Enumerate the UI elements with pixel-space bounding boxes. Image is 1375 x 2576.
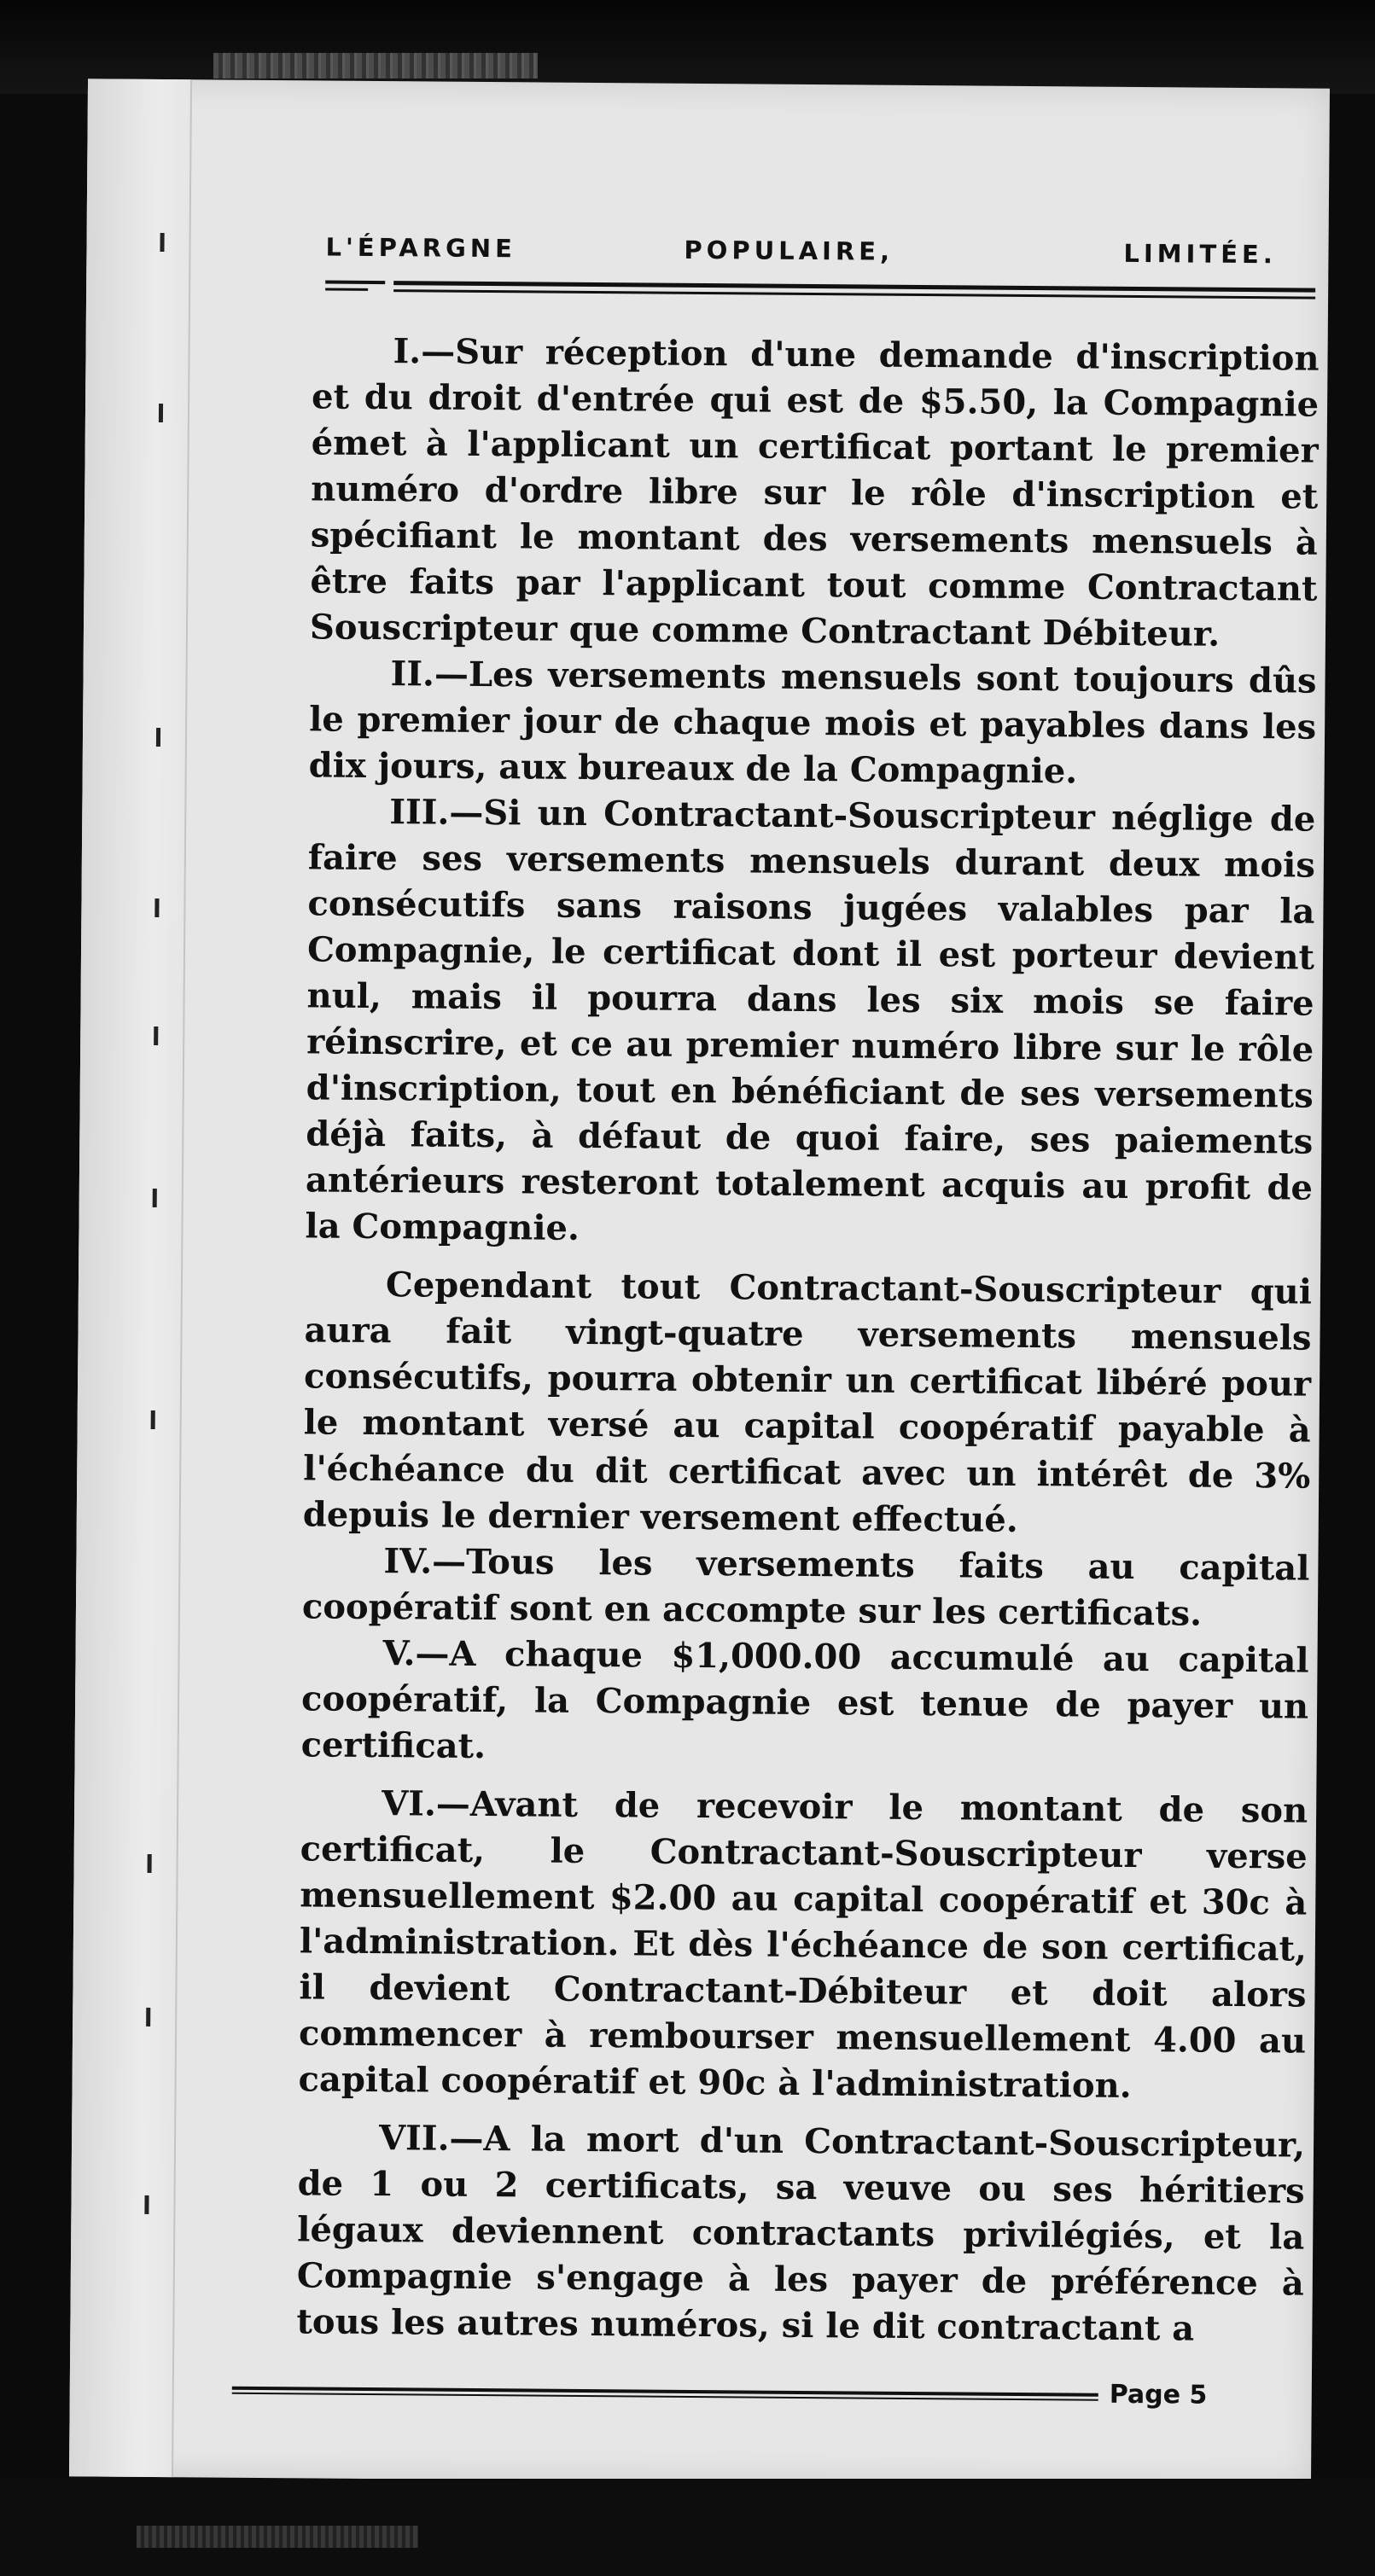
article-ii: II.—Les versements mensuels sont toujours dûs le premier jour de chaque mois et payables dans les dix jours, aux bureaux de la Compagnie. xyxy=(308,654,1317,792)
binding-mark xyxy=(154,898,159,917)
article-vi: VI.—Avant de recevoir le montant de son certificat, le Contractant-Souscripteur verse mensuellement $2.00 au capital coopératif et 30c à l'administration. Et dès l'échéance de son certificat, il devient Contractant-Débiteur et doit alors commencer à rembourser mensuellement 4.00 au capital coopératif et 90c à l'administration. xyxy=(298,1783,1308,2107)
binding-mark xyxy=(151,1410,155,1429)
body-text xyxy=(296,328,1320,2352)
document-page xyxy=(69,79,1330,2486)
binding-mark xyxy=(154,1026,158,1045)
microfilm-strip xyxy=(213,53,538,79)
binding-mark xyxy=(156,728,160,747)
article-iv: IV.—Tous les versements faits au capital coopératif sont en accompte sur les certificats. xyxy=(301,1541,1310,1634)
header-left: L'ÉPARGNE xyxy=(325,232,517,264)
rule-segment xyxy=(325,281,385,285)
binding-mark xyxy=(153,1189,157,1207)
rule-segment xyxy=(325,288,368,291)
microfilm-strip xyxy=(137,2526,418,2548)
article-iii-continued: Cependant tout Contractant-Souscripteur qui aura fait vingt-quatre versements mensuels consécutifs, pourra obtenir un certificat libéré pour le montant versé au capital coopératif payable à l'échéance du dit certificat avec un intérêt de 3% depuis le dernier versement effectué. xyxy=(302,1265,1313,1540)
article-iii: III.—Si un Contractant-Souscripteur néglige de faire ses versements mensuels durant deux mois consécutifs sans raisons jugées valables par la Compagnie, le certificat dont il est porteur devient nul, mais il pourra dans les six mois se faire réinscrire, et ce au premier numéro libre sur le rôle d'inscription, tout en bénéficiant de ses versements déjà faits, à défaut de quoi faire, ses paiements antérieurs resteront totalement acquis au profit de la Compagnie. xyxy=(305,792,1316,1248)
binding-mark xyxy=(146,2008,150,2026)
running-header xyxy=(325,233,1315,283)
binding-mark xyxy=(148,1854,152,1873)
binding-mark xyxy=(160,233,164,252)
page-binding-edge xyxy=(69,79,192,2477)
page-footer xyxy=(232,2378,1239,2420)
article-vii: VII.—A la mort d'un Contractant-Souscripteur, de 1 ou 2 certificats, sa veuve ou ses héritiers légaux deviennent contractants privilégiés, et la Compagnie s'engage à les payer de préférence à tous les autres numéros, si le dit contractant a xyxy=(296,2118,1306,2349)
article-i: I.—Sur réception d'une demande d'inscription et du droit d'entrée qui est de $5.50, la Compagnie émet à l'applicant un certificat portant le premier numéro d'ordre libre sur le rôle d'inscription et spécifiant le montant des versements mensuels à être faits par l'applicant tout comme Contractant Souscripteur que comme Contractant Débiteur. xyxy=(309,331,1320,654)
header-center: POPULAIRE, xyxy=(684,235,894,266)
page-number: Page 5 xyxy=(1109,2379,1208,2410)
article-v: V.—A chaque $1,000.00 accumulé au capital coopératif, la Compagnie est tenue de payer un certificat. xyxy=(300,1633,1309,1767)
binding-mark xyxy=(144,2195,149,2214)
header-rule xyxy=(325,279,1315,305)
scan-bottom-border xyxy=(0,2479,1375,2576)
header-right: LIMITÉE. xyxy=(1123,238,1277,270)
binding-mark xyxy=(159,404,163,422)
